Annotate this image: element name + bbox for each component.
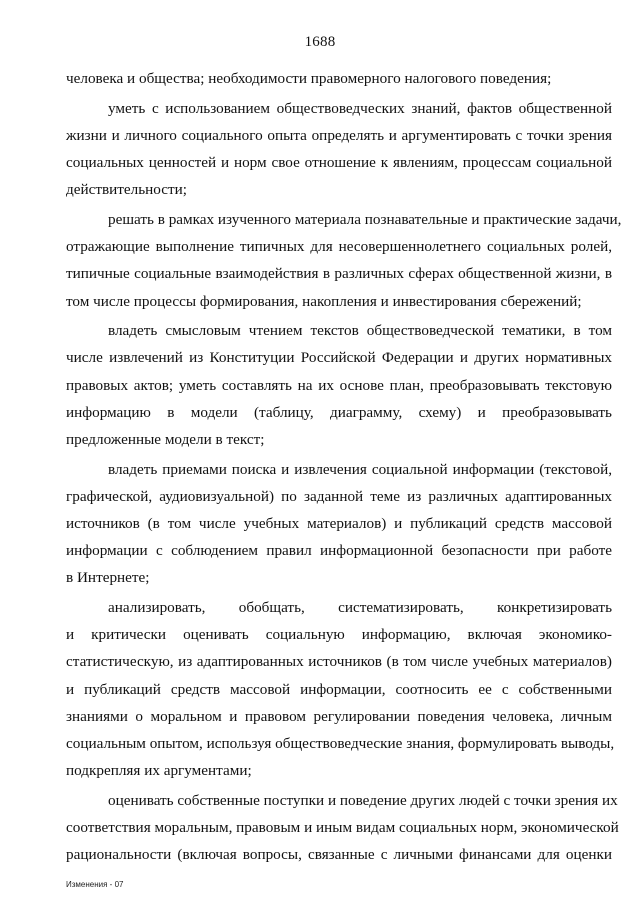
paragraph-evaluation: [66, 787, 619, 869]
text-line: человека и общества; необходимости правомерного налогового поведения;: [66, 70, 552, 87]
text-line: решать в рамках изученного материала познавательные и практические задачи,: [108, 210, 622, 228]
text-line: правовых актов; уметь составлять на их основе план, преобразовывать текстовую: [66, 376, 612, 394]
paragraph-tasks: [66, 206, 622, 315]
text-line: уметь с использованием обществоведческих знаний, фактов общественной: [108, 99, 612, 117]
paragraph-continuation: [66, 65, 612, 92]
text-line: том числе процессы формирования, накопления и инвестирования сбережений;: [66, 292, 582, 310]
text-line: статистическую, из адаптированных источников (в том числе учебных материалов): [66, 653, 612, 671]
text-line: рациональности (включая вопросы, связанные с личными финансами для оценки: [66, 846, 612, 864]
text-line: и критически оценивать социальную информацию, включая экономико-: [66, 626, 612, 644]
document-body: [66, 65, 622, 868]
text-line: социальных ценностей и норм свое отношение к явлениям, процессам социальной: [66, 154, 612, 172]
revision-footer: Изменения - 07: [66, 880, 124, 889]
text-line: информацию в модели (таблицу, диаграмму, схему) и преобразовывать: [66, 403, 612, 421]
text-line: предложенные модели в текст;: [66, 430, 265, 448]
paragraph-search: [66, 456, 612, 592]
text-line: соответствия моральным, правовым и иным видам социальных норм, экономической: [66, 819, 619, 837]
text-line: действительности;: [66, 181, 187, 199]
text-line: жизни и личного социального опыта определять и аргументировать с точки зрения: [66, 126, 612, 144]
text-line: в Интернете;: [66, 569, 150, 587]
text-line: и публикаций средств массовой информации, соотносить ее с собственными: [66, 680, 612, 698]
paragraph-reading: [66, 317, 612, 453]
text-line: оценивать собственные поступки и поведение других людей с точки зрения их: [108, 791, 618, 809]
text-line: типичные социальные взаимодействия в различных сферах общественной жизни, в: [66, 265, 612, 283]
text-line: отражающие выполнение типичных для несовершеннолетнего социальных ролей,: [66, 238, 612, 256]
text-line: знаниями о моральном и правовом регулировании поведения человека, личным: [66, 707, 612, 725]
text-line: подкрепляя их аргументами;: [66, 762, 252, 780]
text-line: социальным опытом, используя обществоведческие знания, формулировать выводы,: [66, 735, 615, 752]
paragraph-argumentation: [66, 95, 612, 204]
text-line: источников (в том числе учебных материалов) и публикаций средств массовой: [66, 515, 612, 532]
text-line: числе извлечений из Конституции Российской Федерации и других нормативных: [66, 349, 612, 367]
page-number: 1688: [304, 34, 336, 50]
text-line: информации с соблюдением правил информационной безопасности при работе: [66, 542, 612, 560]
text-line: владеть приемами поиска и извлечения социальной информации (текстовой,: [108, 460, 612, 478]
text-line: анализировать, обобщать, систематизировать, конкретизировать: [108, 599, 612, 617]
text-line: графической, аудиовизуальной) по заданной теме из различных адаптированных: [66, 487, 612, 505]
text-line: владеть смысловым чтением текстов обществоведческой тематики, в том: [108, 322, 612, 340]
paragraph-analysis: [66, 594, 615, 784]
